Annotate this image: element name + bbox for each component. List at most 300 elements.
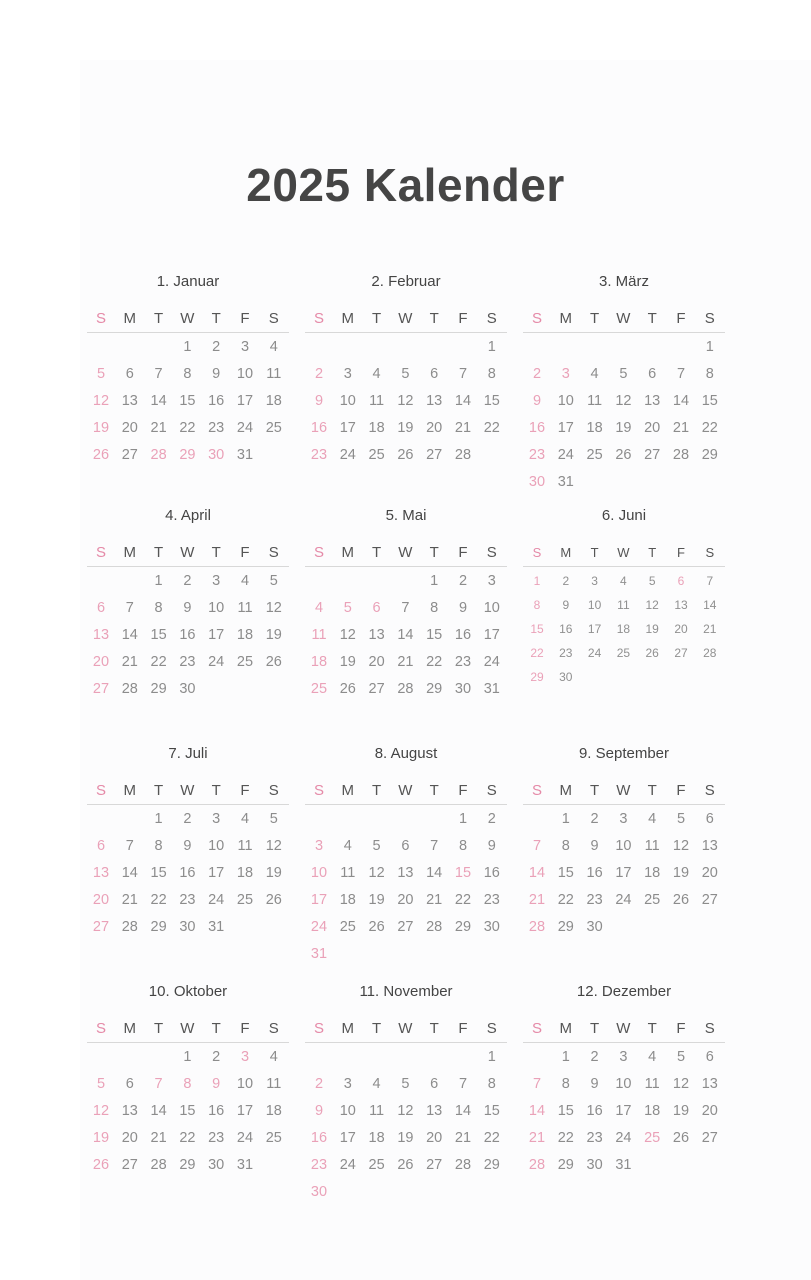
day-cell-holiday: 29 — [530, 670, 544, 684]
weekday-label: M — [123, 544, 137, 561]
day-cell: 25 — [236, 892, 254, 908]
day-cell: 8 — [561, 1076, 570, 1092]
weekday-header — [87, 782, 289, 805]
weekday-label: T — [590, 545, 599, 560]
day-grid — [523, 567, 725, 737]
day-cell: 10 — [339, 393, 356, 409]
weekday-label: T — [154, 782, 164, 799]
weekday-label: T — [429, 1020, 439, 1037]
month-block — [523, 272, 725, 503]
day-cell: 30 — [559, 670, 573, 684]
day-cell: 24 — [339, 1157, 356, 1173]
day-cell: 27 — [701, 1130, 718, 1146]
day-cell: 22 — [557, 1130, 574, 1146]
day-cell-holiday: 19 — [92, 1130, 110, 1146]
day-grid — [87, 333, 289, 503]
day-cell-holiday: 2 — [532, 366, 542, 382]
day-cell: 4 — [590, 366, 599, 382]
weekday-label: F — [676, 782, 686, 799]
weekday-label: T — [590, 1020, 600, 1037]
day-cell: 30 — [179, 919, 196, 935]
day-cell-holiday: 8 — [183, 1076, 192, 1092]
day-cell: 3 — [212, 573, 221, 589]
weekday-label: M — [341, 310, 355, 327]
day-cell: 21 — [150, 420, 167, 436]
day-cell: 31 — [557, 474, 574, 490]
weekday-label: M — [341, 544, 355, 561]
day-cell: 28 — [454, 447, 472, 463]
weekday-label: W — [616, 1020, 631, 1037]
day-cell: 10 — [615, 838, 632, 854]
weekday-label: F — [458, 544, 468, 561]
weekday-label: T — [211, 544, 221, 561]
day-cell-holiday: 3 — [561, 366, 570, 382]
day-cell: 1 — [487, 339, 496, 355]
day-cell: 25 — [368, 447, 385, 463]
day-cell: 21 — [454, 420, 472, 436]
day-cell: 19 — [339, 654, 356, 670]
day-cell-holiday: 19 — [92, 420, 110, 436]
day-cell: 13 — [121, 393, 138, 409]
day-cell: 3 — [487, 573, 496, 589]
day-cell: 22 — [179, 1130, 196, 1146]
day-cell: 13 — [701, 1076, 718, 1092]
day-cell: 26 — [265, 654, 282, 670]
day-cell: 29 — [557, 1157, 574, 1173]
day-cell: 25 — [586, 447, 603, 463]
day-cell: 23 — [454, 654, 472, 670]
day-cell: 12 — [397, 1103, 414, 1119]
weekday-label: F — [677, 545, 685, 560]
day-cell: 22 — [557, 892, 574, 908]
day-cell: 9 — [590, 838, 599, 854]
day-cell: 19 — [368, 892, 385, 908]
weekday-label: S — [486, 310, 497, 327]
day-cell: 24 — [483, 654, 500, 670]
day-cell: 2 — [590, 1049, 599, 1065]
day-cell-holiday: 28 — [150, 447, 167, 463]
day-cell: 4 — [240, 573, 250, 589]
day-cell: 21 — [397, 654, 414, 670]
day-cell: 23 — [179, 654, 196, 670]
day-grid — [523, 1043, 725, 1213]
day-cell: 2 — [183, 573, 192, 589]
day-cell: 9 — [183, 600, 192, 616]
day-cell: 15 — [701, 393, 718, 409]
day-cell: 5 — [269, 811, 278, 827]
month-block — [523, 982, 725, 1213]
day-cell: 19 — [672, 1103, 690, 1119]
day-cell: 11 — [644, 838, 660, 854]
day-cell-holiday: 16 — [528, 420, 546, 436]
day-cell: 14 — [150, 393, 167, 409]
day-cell: 22 — [179, 420, 196, 436]
day-cell: 13 — [701, 838, 718, 854]
month-name: 6. Juni — [601, 507, 647, 524]
day-cell-holiday: 9 — [532, 393, 542, 409]
day-cell-holiday: 10 — [310, 865, 328, 881]
day-cell: 27 — [121, 447, 138, 463]
day-cell: 23 — [208, 420, 225, 436]
month-name: 2. Februar — [371, 273, 441, 290]
day-cell: 21 — [150, 1130, 167, 1146]
day-cell: 16 — [559, 622, 573, 636]
weekday-header — [523, 782, 725, 805]
day-cell: 26 — [265, 892, 282, 908]
day-cell: 9 — [487, 838, 496, 854]
weekday-label: T — [648, 545, 657, 560]
day-cell: 18 — [616, 622, 631, 636]
weekday-label: F — [676, 1020, 686, 1037]
day-cell: 28 — [426, 919, 443, 935]
weekday-label: T — [372, 544, 382, 561]
month-block — [305, 982, 507, 1213]
weekday-label: W — [398, 544, 413, 561]
day-cell: 15 — [557, 865, 574, 881]
day-cell: 7 — [154, 366, 163, 382]
day-cell-holiday: 23 — [310, 447, 328, 463]
weekday-label: F — [458, 1020, 468, 1037]
day-cell-holiday: 16 — [310, 420, 328, 436]
day-cell: 12 — [397, 393, 414, 409]
weekday-label: F — [676, 310, 686, 327]
day-cell: 28 — [703, 646, 717, 660]
month-name: 4. April — [165, 507, 211, 524]
day-cell: 12 — [672, 838, 690, 854]
weekday-label: W — [616, 782, 631, 799]
day-cell: 27 — [397, 919, 414, 935]
weekday-label: M — [123, 310, 137, 327]
day-cell: 5 — [648, 574, 656, 588]
day-cell: 19 — [397, 420, 414, 436]
month-name: 7. Juli — [168, 745, 208, 762]
day-cell: 17 — [615, 865, 632, 881]
day-cell: 31 — [208, 919, 225, 935]
day-grid — [305, 333, 507, 503]
day-cell: 17 — [557, 420, 574, 436]
day-cell: 14 — [426, 865, 443, 881]
day-cell: 23 — [586, 892, 603, 908]
weekday-label: T — [154, 310, 164, 327]
day-cell: 25 — [339, 919, 356, 935]
day-cell: 5 — [401, 1076, 410, 1092]
day-cell: 12 — [615, 393, 632, 409]
day-cell: 4 — [269, 1049, 278, 1065]
day-cell: 2 — [212, 1049, 221, 1065]
day-cell-holiday: 25 — [644, 1130, 661, 1146]
day-cell-holiday: 1 — [533, 574, 541, 588]
weekday-label: S — [268, 544, 279, 561]
day-cell: 29 — [426, 681, 443, 697]
weekday-label: M — [559, 782, 573, 799]
day-cell: 4 — [620, 574, 627, 588]
day-cell-holiday: 14 — [528, 1103, 546, 1119]
weekday-label: T — [211, 1020, 221, 1037]
weekday-label: T — [647, 1020, 657, 1037]
month-name: 8. August — [374, 745, 438, 762]
day-cell: 3 — [591, 574, 598, 588]
weekday-label: M — [123, 1020, 137, 1037]
weekday-label: T — [647, 782, 657, 799]
month-name: 10. Oktober — [148, 983, 228, 1000]
day-cell: 2 — [458, 573, 468, 589]
day-cell: 8 — [487, 1076, 496, 1092]
day-cell: 1 — [705, 339, 714, 355]
day-cell: 6 — [125, 1076, 134, 1092]
day-cell: 18 — [265, 393, 282, 409]
day-cell: 15 — [557, 1103, 574, 1119]
day-cell: 24 — [208, 654, 225, 670]
day-cell-holiday: 13 — [92, 627, 110, 643]
day-cell: 10 — [208, 600, 225, 616]
day-cell: 8 — [154, 600, 163, 616]
weekday-label: T — [590, 782, 600, 799]
weekday-label: F — [458, 782, 468, 799]
day-cell: 27 — [674, 646, 688, 660]
day-cell-holiday: 28 — [528, 1157, 546, 1173]
day-cell: 22 — [150, 892, 167, 908]
day-cell: 29 — [483, 1157, 500, 1173]
day-cell-holiday: 8 — [533, 598, 541, 612]
day-cell-holiday: 24 — [310, 919, 328, 935]
day-cell-holiday: 20 — [92, 654, 110, 670]
day-cell: 6 — [430, 366, 439, 382]
day-cell: 27 — [701, 892, 718, 908]
day-cell-holiday: 7 — [154, 1076, 163, 1092]
day-cell: 4 — [372, 366, 381, 382]
day-cell: 17 — [587, 622, 602, 636]
day-cell: 8 — [430, 600, 439, 616]
day-cell: 19 — [265, 865, 282, 881]
day-cell: 1 — [183, 339, 192, 355]
day-cell-holiday: 20 — [92, 892, 110, 908]
day-cell: 25 — [265, 420, 282, 436]
weekday-label: S — [313, 544, 324, 561]
day-cell: 16 — [208, 393, 225, 409]
weekday-label: T — [372, 310, 382, 327]
day-cell: 18 — [368, 420, 385, 436]
day-cell: 11 — [644, 1076, 660, 1092]
month-block — [305, 272, 507, 503]
day-cell: 17 — [236, 1103, 254, 1119]
day-cell-holiday: 30 — [208, 447, 225, 463]
month-block — [87, 506, 289, 737]
weekday-label: T — [372, 782, 382, 799]
day-cell-holiday: 2 — [314, 1076, 324, 1092]
day-cell: 20 — [368, 654, 385, 670]
day-cell: 24 — [339, 447, 356, 463]
day-cell: 23 — [208, 1130, 225, 1146]
weekday-label: M — [559, 310, 573, 327]
day-cell: 28 — [121, 919, 138, 935]
day-cell: 14 — [121, 865, 138, 881]
day-cell: 16 — [208, 1103, 225, 1119]
day-cell: 11 — [237, 838, 253, 854]
day-cell-holiday: 14 — [528, 865, 546, 881]
day-cell: 21 — [703, 622, 717, 636]
day-cell: 20 — [701, 1103, 718, 1119]
day-cell-holiday: 30 — [310, 1184, 328, 1200]
weekday-label: M — [341, 782, 355, 799]
weekday-label: S — [313, 1020, 324, 1037]
day-cell: 13 — [674, 598, 688, 612]
day-grid — [523, 333, 725, 503]
day-cell: 11 — [266, 1076, 282, 1092]
day-cell: 23 — [179, 892, 196, 908]
day-cell: 2 — [562, 574, 570, 588]
month-block — [87, 272, 289, 503]
page-title: 2025 Kalender — [246, 159, 565, 211]
day-cell: 3 — [619, 811, 628, 827]
day-cell: 20 — [674, 622, 688, 636]
day-cell: 25 — [368, 1157, 385, 1173]
day-cell: 26 — [645, 646, 659, 660]
day-cell: 16 — [454, 627, 472, 643]
day-cell: 22 — [454, 892, 472, 908]
day-cell-holiday: 12 — [92, 393, 110, 409]
day-cell: 13 — [426, 1103, 443, 1119]
day-cell: 6 — [125, 366, 134, 382]
weekday-label: W — [180, 782, 195, 799]
day-grid — [87, 567, 289, 737]
day-cell: 4 — [648, 1049, 657, 1065]
day-cell: 19 — [615, 420, 632, 436]
day-cell: 18 — [644, 1103, 661, 1119]
day-cell: 1 — [487, 1049, 496, 1065]
day-cell: 31 — [615, 1157, 632, 1173]
day-cell: 15 — [179, 1103, 196, 1119]
weekday-label: S — [313, 310, 324, 327]
day-cell: 22 — [150, 654, 167, 670]
day-cell: 2 — [212, 339, 221, 355]
day-cell: 15 — [150, 627, 167, 643]
day-cell: 25 — [644, 892, 661, 908]
day-cell: 21 — [121, 654, 138, 670]
day-cell: 12 — [645, 598, 659, 612]
day-cell: 21 — [121, 892, 138, 908]
day-cell: 11 — [369, 393, 385, 409]
day-cell: 7 — [125, 838, 134, 854]
day-cell: 10 — [615, 1076, 632, 1092]
day-cell: 29 — [701, 447, 718, 463]
day-cell: 15 — [483, 393, 500, 409]
day-cell: 10 — [208, 838, 225, 854]
day-cell: 7 — [458, 366, 468, 382]
weekday-label: T — [429, 310, 439, 327]
weekday-label: S — [95, 544, 106, 561]
weekday-label: S — [95, 782, 106, 799]
day-cell-holiday: 5 — [96, 366, 106, 382]
day-cell: 20 — [644, 420, 661, 436]
weekday-label: F — [240, 1020, 250, 1037]
day-cell: 1 — [154, 573, 163, 589]
weekday-label: S — [268, 782, 279, 799]
weekday-label: W — [180, 310, 195, 327]
day-cell: 18 — [586, 420, 603, 436]
day-cell: 8 — [487, 366, 496, 382]
month-block — [523, 744, 725, 975]
day-cell: 28 — [150, 1157, 167, 1173]
day-cell-holiday: 17 — [310, 892, 328, 908]
day-cell: 28 — [121, 681, 138, 697]
weekday-label: S — [486, 1020, 497, 1037]
day-cell: 4 — [343, 838, 352, 854]
day-cell: 24 — [615, 1130, 632, 1146]
day-cell-holiday: 4 — [314, 600, 324, 616]
day-cell: 22 — [483, 420, 500, 436]
weekday-header — [87, 1020, 289, 1043]
day-cell: 14 — [454, 1103, 472, 1119]
day-cell: 14 — [703, 598, 717, 612]
day-cell: 9 — [590, 1076, 599, 1092]
day-cell: 13 — [397, 865, 414, 881]
day-cell: 4 — [648, 811, 657, 827]
day-cell: 15 — [483, 1103, 500, 1119]
day-cell: 15 — [426, 627, 443, 643]
day-cell: 17 — [339, 1130, 356, 1146]
day-cell-holiday: 27 — [92, 919, 110, 935]
day-cell: 26 — [672, 892, 690, 908]
day-cell: 21 — [672, 420, 690, 436]
day-cell: 24 — [236, 420, 254, 436]
weekday-label: T — [211, 310, 221, 327]
weekday-label: F — [458, 310, 468, 327]
weekday-label: T — [429, 782, 439, 799]
day-grid — [523, 805, 725, 975]
weekday-label: S — [268, 1020, 279, 1037]
day-cell: 22 — [701, 420, 718, 436]
day-cell: 11 — [617, 598, 630, 612]
day-cell: 20 — [426, 1130, 443, 1146]
day-cell: 5 — [676, 1049, 686, 1065]
day-cell: 13 — [426, 393, 443, 409]
weekday-header — [523, 310, 725, 333]
day-cell: 24 — [557, 447, 574, 463]
day-grid — [305, 805, 507, 975]
month-block — [87, 744, 289, 975]
day-cell-holiday: 23 — [310, 1157, 328, 1173]
day-cell-holiday: 6 — [96, 838, 106, 854]
day-cell: 5 — [401, 366, 410, 382]
day-cell: 16 — [586, 865, 603, 881]
day-cell: 20 — [121, 420, 138, 436]
weekday-header — [305, 544, 507, 567]
day-cell: 16 — [179, 865, 196, 881]
day-cell-holiday: 12 — [92, 1103, 110, 1119]
day-cell: 15 — [150, 865, 167, 881]
day-cell: 6 — [705, 811, 714, 827]
day-cell: 24 — [615, 892, 632, 908]
day-cell: 28 — [397, 681, 414, 697]
day-cell-holiday: 25 — [310, 681, 328, 697]
day-cell: 4 — [269, 339, 278, 355]
day-cell: 29 — [179, 1157, 196, 1173]
month-name: 1. Januar — [156, 273, 220, 290]
day-cell: 28 — [454, 1157, 472, 1173]
day-cell: 28 — [672, 447, 690, 463]
weekday-label: S — [704, 1020, 715, 1037]
day-cell-holiday: 9 — [212, 1076, 221, 1092]
weekday-label: S — [532, 545, 542, 560]
day-cell: 5 — [676, 811, 686, 827]
day-cell-holiday: 31 — [310, 946, 328, 962]
day-cell: 11 — [587, 393, 603, 409]
day-cell: 22 — [483, 1130, 500, 1146]
day-cell-holiday: 27 — [92, 681, 110, 697]
day-cell-holiday: 11 — [311, 627, 327, 643]
day-cell: 30 — [586, 919, 603, 935]
day-cell: 2 — [590, 811, 599, 827]
